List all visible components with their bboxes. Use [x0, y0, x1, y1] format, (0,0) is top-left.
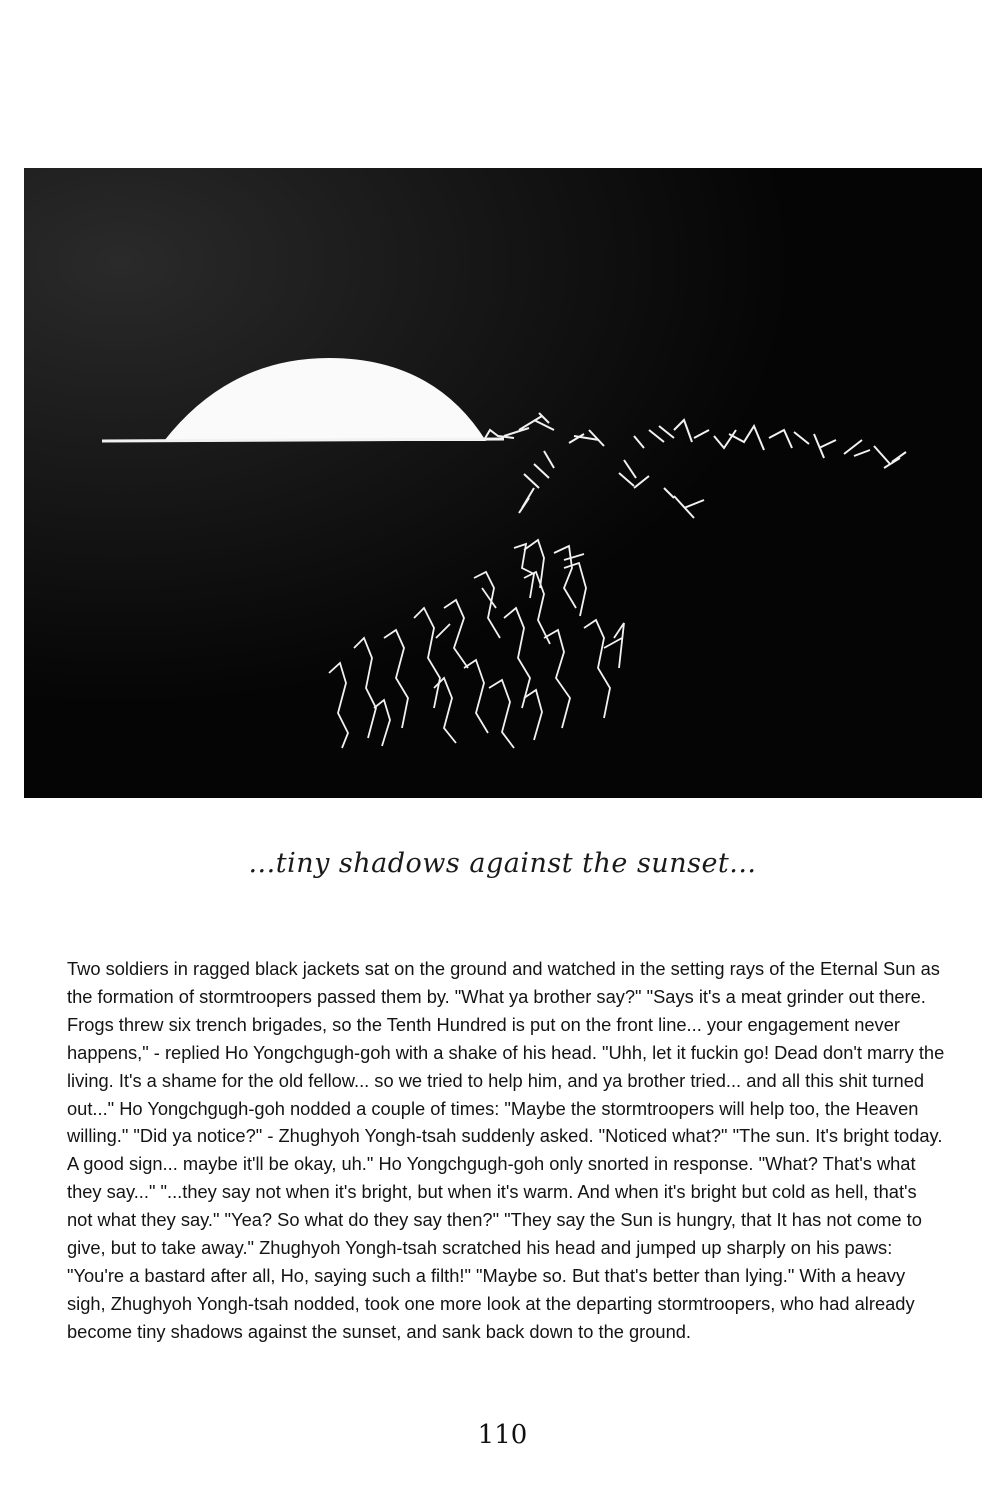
horizon-line [102, 439, 504, 441]
page-number: 110 [477, 1420, 528, 1450]
sunset-scene [24, 168, 982, 798]
story-paragraph: Two soldiers in ragged black jackets sat on the ground and watched in the setting rays of the Eternal Sun as the formation of stormtroopers passed them by. "What ya brother say?" "Says it's a meat grinder out there. Frogs threw six trench brigades, so the Tenth Hundred is put on the front line... your engagement never happens," - replied Ho Yongchgugh-goh with a shake of his head. "Uhh, let it fuckin go! Dead don't marry the living. It's a shame for the old fellow... so we tried to help him, and ya brother tried... and all this shit turned out..." Ho Yongchgugh-goh nodded a couple of times: "Maybe the stormtroopers will help too, the Heaven willing." "Did ya notice?" - Zhughyoh Yongh-tsah suddenly asked. "Noticed what?" "The sun. It's bright today. A good sign... maybe it'll be okay, uh." Ho Yongchgugh-goh only snorted in response. "What? That's what they say..." "...they say not when it's bright, but when it's warm. And when it's bright but cold as hell, that's not what they say." "Yea? So what do they say then?" "They say the Sun is hungry, that It has not come to give, but to take away." Zhughyoh Yongh-tsah scratched his head and jumped up sharply on his paws: "You're a bastard after all, Ho, saying such a filth!" "Maybe so. But that's better than lying." With a heavy sigh, Zhughyoh Yongh-tsah nodded, took one more look at the departing stormtroopers, who had already become tiny shadows against the sunset, and sank back down to the ground. [67, 958, 945, 1342]
illustration [24, 168, 982, 798]
night-sky [24, 168, 982, 798]
illustration-caption: ...tiny shadows against the sunset... [248, 848, 757, 879]
